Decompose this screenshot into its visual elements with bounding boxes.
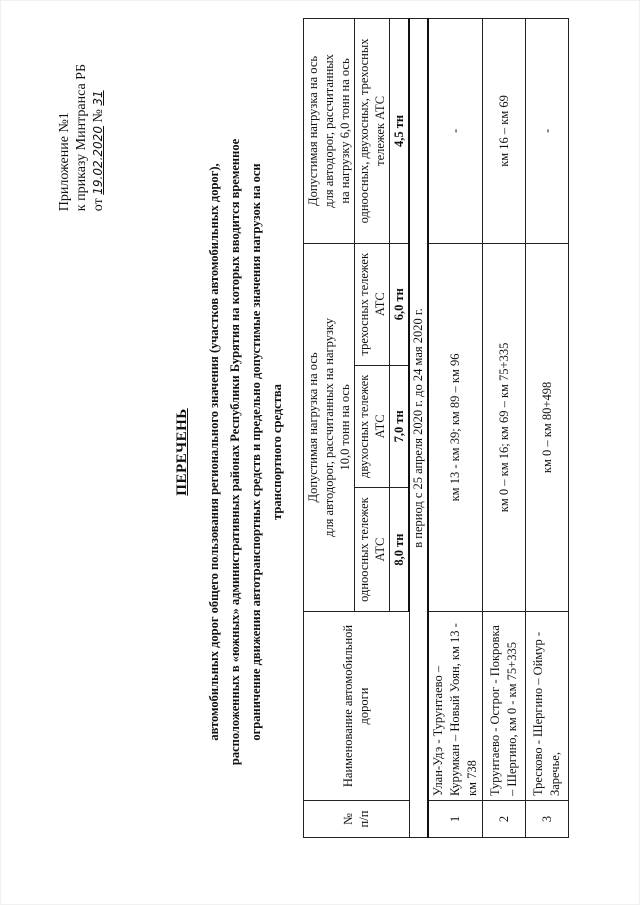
document-subtitle xyxy=(204,52,288,852)
subtitle-line-4: транспортного средства xyxy=(270,384,284,520)
header-group-6t-line1: Допустимая нагрузка на ось xyxy=(306,55,320,206)
rotated-document-sheet xyxy=(20,12,620,892)
header-road-name: Наименование автомобильной дороги xyxy=(304,612,410,801)
table-row xyxy=(483,19,526,838)
appendix-num-label: № xyxy=(91,109,106,123)
row-segment-10t: км 0 – км 16; км 69 – км 75+335 xyxy=(483,243,526,611)
header-group-10t-line1: Допустимая нагрузка на ось xyxy=(306,352,320,503)
period-row: в период с 25 апреля 2020 г. до 24 мая 2020 г. xyxy=(409,19,428,838)
row-road-name: Улан-Удэ - Турунтаево – Курумкан – Новый Уоян, км 13 - км 738 xyxy=(428,612,483,801)
row-segment-6t: - xyxy=(428,19,483,244)
header-group-6t-sub: одноосных, двухосных, трехосных тележек АТС xyxy=(355,19,390,244)
header-num xyxy=(304,801,410,838)
value-6t: 4,5 тн xyxy=(390,19,410,244)
document-title: ПЕРЕЧЕНЬ xyxy=(174,408,190,496)
header-group-6t xyxy=(304,19,355,244)
value-triple-axle: 6,0 тн xyxy=(390,243,410,365)
subtitle-line-2: расположенных в «южных» административных районах Республики Бурятия на которых вводится временное xyxy=(228,138,242,766)
header-group-10t-line3: 10,0 тонн на ось xyxy=(338,384,352,471)
value-double-axle: 7,0 тн xyxy=(390,365,410,488)
row-segment-6t: - xyxy=(526,19,569,244)
row-segment-6t: км 16 – км 69 xyxy=(483,19,526,244)
row-segment-10t: км 13 - км 39; км 89 – км 96 xyxy=(428,243,483,611)
header-num-line1: № xyxy=(341,813,356,825)
header-double-axle: двухосных тележек АТС xyxy=(355,365,390,488)
header-single-axle: одноосных тележек АТС xyxy=(355,488,390,612)
appendix-number: 31 xyxy=(91,90,105,106)
appendix-line-1: Приложение №1 xyxy=(57,112,72,212)
header-group-10t xyxy=(304,243,355,611)
header-triple-axle: трехосных тележек АТС xyxy=(355,243,390,365)
table-row xyxy=(428,19,483,838)
roads-table xyxy=(303,18,569,838)
subtitle-line-3: ограничение движения автотранспортных средств и предельно допустимые значения нагрузок на оси xyxy=(249,163,263,741)
appendix-date: 19.02.2020 xyxy=(91,126,105,195)
appendix-line-3 xyxy=(90,64,107,211)
table-row xyxy=(526,19,569,838)
row-road-name: Турунтаево - Острог - Покровка – Шергино, км 0 - км 75+335 xyxy=(483,612,526,801)
appendix-header xyxy=(56,64,107,211)
value-single-axle: 8,0 тн xyxy=(390,488,410,612)
header-group-6t-line3: на нагрузку 6,0 тонн на ось xyxy=(338,58,352,204)
row-num: 1 xyxy=(428,801,483,838)
subtitle-line-1: автомобильных дорог общего пользования регионального значения (участков автомобильных дорог), xyxy=(207,163,221,741)
appendix-prefix: от xyxy=(91,198,106,212)
row-num: 3 xyxy=(526,801,569,838)
header-group-6t-line2: для автодорог, рассчитанных xyxy=(322,54,336,208)
row-road-name: Тресково - Шергино – Оймур - Заречье, xyxy=(526,612,569,801)
header-group-10t-line2: для автодорог, рассчитанных на нагрузку xyxy=(322,317,336,537)
row-segment-10t: км 0 – км 80+498 xyxy=(526,243,569,611)
row-num: 2 xyxy=(483,801,526,838)
appendix-line-2: к приказу Минтранса РБ xyxy=(74,64,89,212)
header-num-line2: п/п xyxy=(357,810,372,828)
